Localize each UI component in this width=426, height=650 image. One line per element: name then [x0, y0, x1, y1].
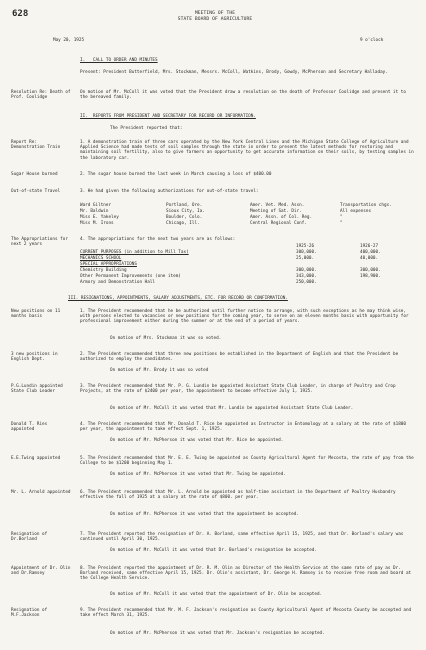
table-cell: MECHANICS SCHOOL: [80, 256, 122, 261]
paragraph: 1. A demonstration train of three cars operated by the New York Central Lines and the Michigan State College of Agriculture and Applied Science had made tests of soil samples through the state in order to present the latest methods for restoring and maintaining soil fertility, also to give farmers an opportunity to get accurate information on their soils, by testing samples in the laboratory car.: [80, 140, 414, 161]
table-cell: 198,900.: [360, 274, 381, 279]
margin-note: Resolution Re: Death of Prof. Coolidge: [11, 90, 71, 101]
table-cell: Mr. Baldwin: [80, 209, 109, 214]
table-cell: ": [340, 215, 343, 220]
paragraph: 3. He had given the following authorizations for out-of-state travel:: [80, 189, 259, 194]
table-cell: Boulder, Colo.: [166, 215, 203, 220]
paragraph: 5. The President recommended that Mr. E. E. Twing be appointed as County Agricultural Agent for Mecosta, the rate of pay from the College to be $1200 beginning May 1.: [80, 456, 414, 467]
table-cell: Chicago, Ill.: [166, 221, 200, 226]
section-1-heading: I. CALL TO ORDER AND MINUTES: [80, 58, 158, 63]
table-cell: 400,000.: [360, 250, 381, 255]
table-cell: 300,000.: [296, 268, 317, 273]
paragraph: 9. The President recommended that Mr. M. F. Jackson's resignation as County Agricultural Agent of Mecosta County be accepted and take effect March 31, 1925.: [80, 608, 412, 619]
year-header: 1926-27: [360, 244, 379, 249]
motion-line: On motion of Mr. McColl it was voted that the appointment of Dr. Olin be accepted.: [110, 592, 323, 597]
motion-line: On motion of Mr. McPherson it was voted that Mr. Jackson's resignation be accepted.: [110, 631, 325, 636]
section-3-heading: III. RESIGNATIONS, APPOINTMENTS, SALARY ADJUSTMENTS, ETC. FOR RECORD OR CONFIRMATION.: [68, 296, 288, 301]
paragraph: 2. The President recommended that three new positions be established in the Department of English and that the President be authorized to employ the candidates.: [80, 352, 399, 363]
table-cell: 300,000.: [296, 250, 317, 255]
paragraph: 4. The appropriations for the next two years are as follows:: [80, 237, 236, 242]
meeting-date: May 20, 1925: [53, 38, 85, 43]
year-header: 1925-26: [296, 244, 315, 249]
table-cell: 25,000.: [296, 256, 315, 261]
section-2-heading: II. REPORTS FROM PRESIDENT AND SECRETARY FOR RECORD OR INFORMATION.: [80, 114, 256, 119]
paragraph: 3. The President recommended that Mr. P. G. Lundin be appointed Assistant State Club Leader, in charge of Poultry and Crop Projects, at the rate of $2400 per year, the appointment to become effective July 1, 1925.: [80, 384, 396, 395]
table-cell: Other Permanent Improvements (one item): [80, 274, 181, 279]
motion-line: On motion of Mr. McPherson it was voted that Mr. Twing be appointed.: [110, 472, 286, 477]
margin-note: E.E.Twing appointed: [11, 456, 61, 461]
paragraph: On motion of Mr. McColl it was voted that the President draw a resolution on the death of Professor Coolidge and present it to the bereaved family.: [80, 90, 406, 101]
table-cell: Transportation chgs.: [340, 203, 392, 208]
margin-note: Out-of-state Travel: [11, 189, 61, 194]
paragraph: 2. The sugar house burned the last week in March causing a loss of $400.00: [80, 172, 272, 177]
motion-line: On motion of Mr. McPherson it was voted that the appointment be accepted.: [110, 512, 299, 517]
margin-note: New positions on 11 months basis: [11, 309, 61, 320]
title-line-2: STATE BOARD OF AGRICULTURE: [177, 17, 253, 22]
margin-note: Appointment of Dr. Olin and Dr.Ramsey: [11, 566, 71, 577]
table-cell: 40,000.: [360, 256, 379, 261]
table-cell: Portland, Ore.: [166, 203, 203, 208]
motion-line: On motion of Mr. McColl it was voted that Mr. Lundin be appointed Assistant State Club Leader.: [110, 406, 354, 411]
table-cell: 250,000.: [296, 280, 317, 285]
table-cell: Miss E. Yakeley: [80, 215, 119, 220]
motion-line: On motion of Mr. McPherson it was voted that Mr. Rice be appointed.: [110, 438, 284, 443]
table-cell: 300,000.: [360, 268, 381, 273]
table-cell: All expenses: [340, 209, 372, 214]
paragraph: The President reported that:: [110, 126, 183, 131]
table-cell: Sioux City, Ia.: [166, 209, 205, 214]
table-cell: Amer. Assn. of Col. Reg.: [250, 215, 313, 220]
table-cell: Chemistry Building: [80, 268, 127, 273]
table-cell: Central Regional Conf.: [250, 221, 307, 226]
table-cell: Ward Giltner: [80, 203, 112, 208]
table-cell: ": [340, 221, 343, 226]
table-cell: Amer. Vet. Med. Assn.: [250, 203, 305, 208]
margin-note: The Appropriations for next 2 years: [11, 237, 68, 248]
margin-note: Resignation of M.F.Jackson: [11, 608, 48, 619]
paragraph: 6. The President recommended that Mr. L. Arnold be appointed as half-time assistant in the Department of Poultry Husbandry effective the fall of 1925 at a salary at the rate of $800. per year.: [80, 490, 396, 501]
table-cell: Miss M. Irons: [80, 221, 114, 226]
table-cell: Armory and Demonstration Hall: [80, 280, 156, 285]
margin-note: Resignation of Dr.Borland: [11, 532, 48, 543]
paragraph: 1. The President recommended that he be authorized until further notice to arrange, with such exceptions as he may think wise, with persons elected to vacancies or new positions for the coming year, to serve on an eleven months basis with opportunity for professional improvement either during the summer or at the end of a period of years.: [80, 309, 409, 325]
motion-line: On motion of Mr. McColl it was voted that Dr. Borland's resignation be accepted.: [110, 548, 317, 553]
margin-note: P.G.Lundin appointed State Club Leader: [11, 384, 63, 395]
margin-note: Sugar House burned: [11, 172, 58, 177]
paragraph: 7. The President reported the resignation of Dr. A. Borland, same effective April 15, 1925, and that Dr. Borland's salary was continued until April 30, 1925.: [80, 532, 404, 543]
margin-note: Donald T. Ries appointed: [11, 422, 48, 433]
title-line-1: MEETING OF THE: [194, 11, 236, 16]
margin-note: 3 new positions in English Dept.: [11, 352, 58, 363]
meeting-time: 9 o'clock: [360, 38, 384, 43]
motion-line: On motion of Mr. Brody it was so voted: [110, 368, 209, 373]
margin-note: Report Re: Demonstration Train: [11, 140, 61, 151]
table-cell: CURRENT PURPOSES (in addition to Mill Tax): [80, 250, 189, 255]
page-number: 628: [12, 9, 29, 19]
margin-note: Mr. L. Arnold appointed: [11, 490, 71, 495]
present-paragraph: Present: President Butterfield, Mrs. Stockman, Messrs. McColl, Watkins, Brody, Gowdy, McPherson and Secretary Halladay.: [80, 70, 388, 75]
motion-line: On motion of Mrs. Stockman it was so voted.: [110, 336, 222, 341]
table-cell: SPECIAL APPROPRIATIONS: [80, 262, 137, 267]
table-cell: 343,000.: [296, 274, 317, 279]
paragraph: 4. The President recommended that Mr. Donald T. Rice be appointed as Instructor in Entomology at a salary at the rate of $1800 per year, the appointment to take effect Sept. 1, 1925.: [80, 422, 406, 433]
table-cell: Meeting of Sat. Dir.: [250, 209, 302, 214]
paragraph: 8. The President reported the appointment of Dr. R. M. Olin as Director of the Health Service at the same rate of pay as Dr. Borland received, same effective April 15, 1925. Dr. Olin's assistant, Dr. George H. Ramsey is to receive free room and board at the College Health Service.: [80, 566, 412, 582]
